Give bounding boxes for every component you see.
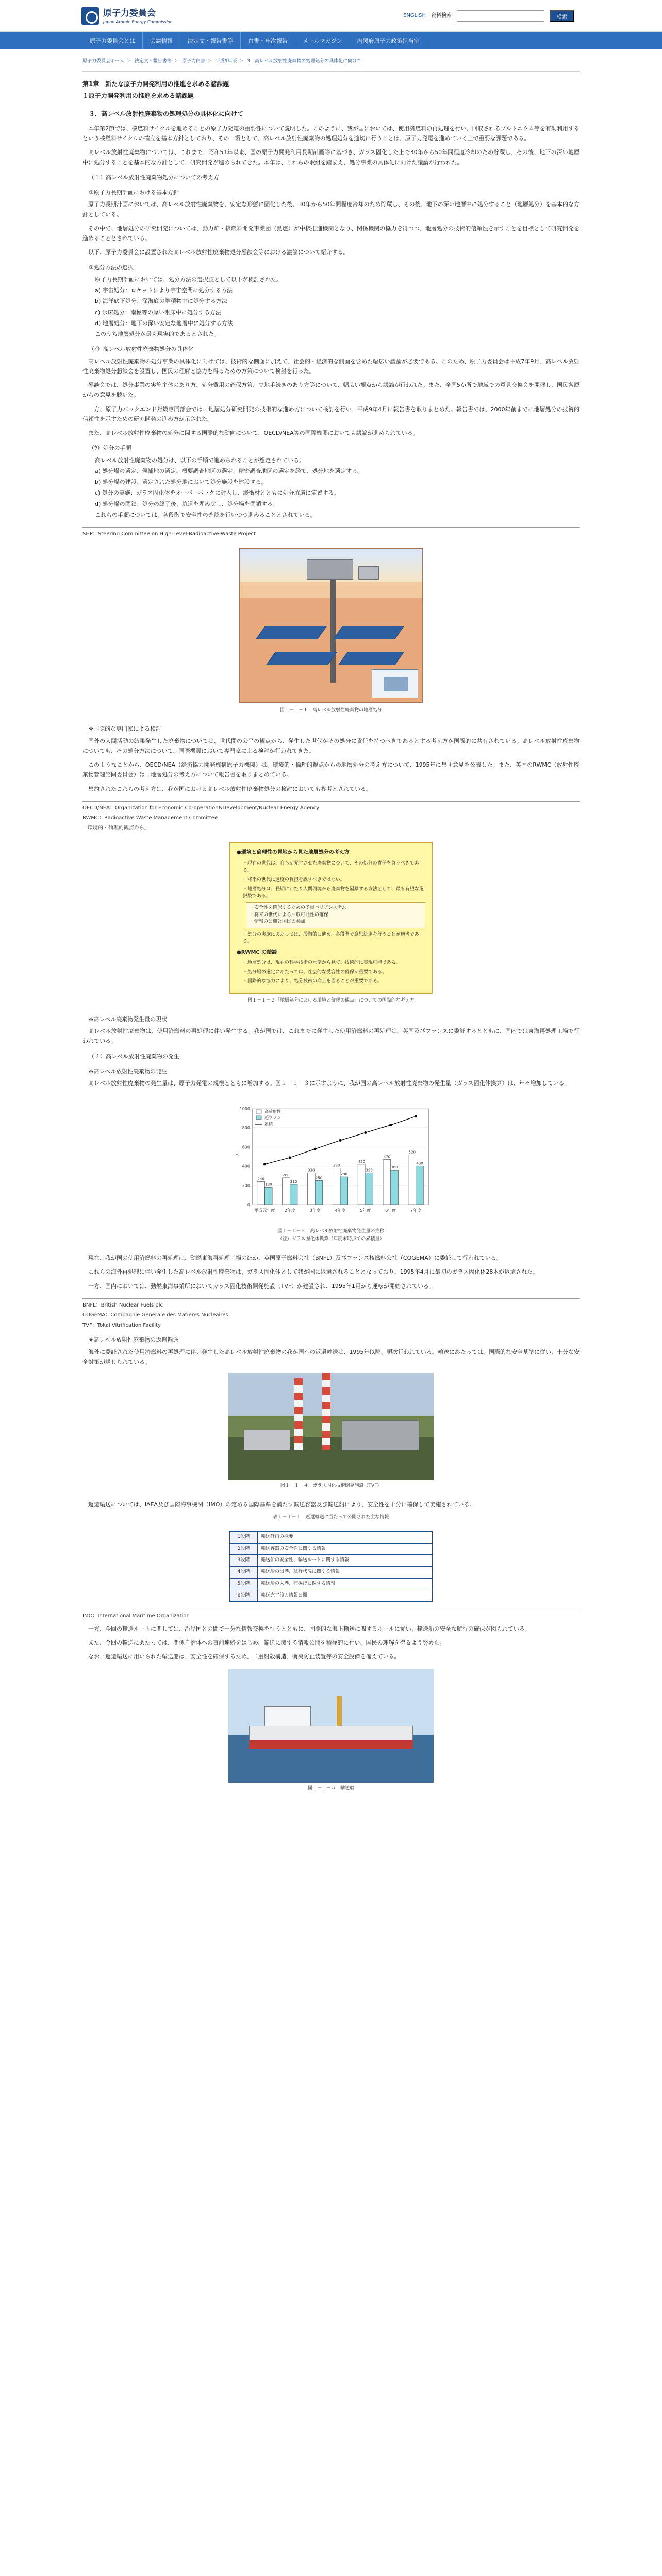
body-paragraph: 現在、我が国の使用済燃料の再処理は、動燃東海再処理工場のほか、英国原子燃料会社（BNFL）及びフランス核燃料公社（COGEMA）に委託して行われている。 [88,1255,502,1262]
footnote [82,1298,580,1330]
figure-caption: 図１－１－２「地層処分における環境と倫理の観点」についての国際的な考え方 [247,998,415,1004]
footnote-text: RWMC：Radioactive Waste Management Committee [82,815,218,821]
table-cell-desc: 輸送完了後の情報公開 [258,1590,433,1602]
surface-facility-annex [358,566,379,580]
chart-bar [290,1184,297,1205]
chart-point [314,1148,317,1150]
table-row [230,1567,433,1579]
bar-value-label: 210 [290,1180,297,1184]
breadcrumb: 原子力委員会ホーム ＞ 決定文・報告書等 ＞ 原子力白書 ＞ 平成9年版 ＞ 3．高レベル放射性廃棄物の処理処分の具体化に向けて [82,58,580,72]
legend-label: 累積 [264,1122,273,1127]
table-cell-desc: 輸送船の安全性、輸送ルートに関する情報 [258,1555,433,1567]
body-paragraph: その中で、地層処分の研究開発については、動力炉・核燃料開発事業団（動燃）が中核推進機関となり、関係機関の協力を得つつ、地層処分の技術的信頼性を示すことを目標として研究開発を進めることとされている。 [82,225,580,242]
list-item: c) 処分の実施：ガラス固化体をオーバーパックに封入し、緩衝材とともに処分坑道に定置する。 [95,489,340,497]
part1-heading: （１）高レベル放射性廃棄物処分についての考え方 [89,174,219,181]
body-paragraph: 返還輸送については、IAEA及び国際海事機関（IMO）の定める国際基準を満たす輸送容器及び輸送船により、安全性を十分に確保して実施されている。 [88,1501,475,1508]
list-item: c) 氷床処分：南極等の厚い氷床中に処分する方法 [95,309,221,316]
section-title: １原子力開発利用の推進を求める諸課題 [82,92,194,99]
footnote-text: BNFL：British Nuclear Fuels plc [82,1302,163,1308]
body-paragraph: また、今回の輸送にあたっては、関係自治体への事前連絡をはじめ、輸送に関する情報公開を積極的に行い、国民の理解を得るよう努めた。 [88,1639,445,1647]
footnote-text: COGEMA：Compagnie Generale des Matieres Nucleaires [82,1312,228,1318]
table-cell-desc: 輸送計画の概要 [258,1531,433,1543]
table-cell-step: 1段階 [230,1531,258,1543]
footnote-text: TVF：Tokai Vitrification Facility [82,1322,161,1328]
part1-subheading: ①原子力長期計画における基本方針 [89,189,179,196]
ship-bridge [264,1706,311,1727]
chart-bar [333,1168,340,1205]
y-tick-label: 0 [247,1202,250,1208]
x-tick-label: 3年度 [309,1208,321,1213]
transport-info-table [229,1531,433,1602]
box-item: ・地層処分は、現在の科学技術の水準から見て、技術的に実現可能である。 [243,960,401,966]
part5-heading: （２）高レベル放射性廃棄物の発生 [89,1053,179,1060]
list-item: a) 宇宙処分：ロケットにより宇宙空間に処分する方法 [95,287,233,294]
x-tick-label: 4年度 [335,1208,346,1213]
site-subtitle: Japan Atomic Energy Commission [103,20,173,24]
x-tick-label: 6年度 [385,1208,396,1213]
procedure-list [82,455,580,520]
nav-item-whitepaper[interactable]: 白書・年次報告 [241,32,295,49]
bar-value-label: 330 [308,1168,315,1173]
y-tick-label: 800 [242,1126,250,1131]
footnote-text: IMO：International Maritime Organization [82,1613,190,1619]
x-tick-label: 7年度 [410,1208,422,1213]
body-paragraph: 一方、国内においては、動燃東海事業所においてガラス固化技術開発施設（TVF）が建設され、1995年1月から運転が開始されている。 [88,1282,435,1290]
box-item: ・処分の実施にあたっては、段階的に進め、各段階で意思決定を行うことが適当である。 [243,931,419,944]
chart-bar [383,1160,391,1205]
bar-value-label: 240 [257,1177,264,1181]
table-row [230,1543,433,1555]
legend-swatch [256,1116,261,1120]
y-tick-label: 600 [242,1145,250,1150]
footnote-text: OECD/NEA：Organization for Economic Co-operation&Development/Nuclear Energy Agency [82,805,320,811]
body-paragraph: 集約されたこれらの考え方は、我が国における高レベル放射性廃棄物処分の検討においても参考とされている。 [88,785,372,792]
x-tick-label: 5年度 [360,1208,371,1213]
body-paragraph: 一方、今回の輸送ルートに関しては、沿岸国との間で十分な情報交換を行うとともに、国際的な海上輸送に関するルールに従い、輸送船の安全な航行の確保が図られている。 [88,1625,531,1632]
figure-caption: 図１－１－５ 輸送船 [307,1785,354,1791]
table-row [230,1531,433,1543]
disposal-tunnel [256,626,327,639]
box-inner-item: ・情報の公開と国民の参加 [250,919,306,925]
waste-package-callout [372,669,418,698]
chart-bar [257,1182,265,1205]
breadcrumb-decisions[interactable]: 決定文・報告書等 [134,59,172,64]
nav-item-about[interactable]: 原子力委員会とは [82,32,143,49]
chart-bar [340,1177,348,1205]
part3-subheading: （ｲ）高レベル放射性廃棄物処分の具体化 [89,346,194,353]
table-row [230,1590,433,1602]
part2-subheading: ②処分方法の選択 [89,264,134,271]
table-caption: 表１－１－１ 返還輸送に当たって公開された主な情報 [273,1515,389,1520]
nav-item-cabinet-office[interactable]: 内閣府原子力政策担当室 [350,32,427,49]
body-paragraph: 一方、原子力バックエンド対策専門部会では、地層処分研究開発の技術的な進め方について検討を行い、平成9年4月に報告書を取りまとめた。報告書では、2000年前までに地層処分の技術的信頼性を示すための研究開発の進め方が示された。 [82,405,580,422]
breadcrumb-year[interactable]: 平成9年版 [215,59,237,64]
ship-hull-stripe [249,1740,413,1749]
box-title: ●RWMC の結論 [237,949,277,955]
ethics-box [229,842,433,994]
table-cell-step: 5段階 [230,1578,258,1590]
chart-note: （注）ガラス固化体換算（年度末時点での累積量） [277,1236,385,1242]
chart-bar [408,1155,416,1205]
chart-bar [264,1188,272,1205]
bar-value-label: 380 [333,1163,340,1168]
table-cell-step: 4段階 [230,1567,258,1579]
bar-value-label: 250 [315,1176,323,1180]
list-item: 原子力長期計画においては、処分方法の選択肢として以下が検討された。 [95,276,282,283]
disposal-tunnel [266,652,337,665]
legend-label: 高放射性 [264,1109,281,1114]
footnote-link[interactable]: 「環境的・倫理的観点から」 [82,825,150,831]
site-header [0,0,662,32]
list-item: これらの手順については、各段階で安全性の確認を行いつつ進めることとされている。 [95,511,316,518]
intro-paragraph: 本年第2節では、核燃料サイクルを進めることの原子力発電の重要性について説明した。このように、我が国においては、使用済燃料の再処理を行い、回収されるプルトニウム等を有効利用するという核燃料サイクルの確立を基本方針としており、その一環として、高レベル放射性廃棄物の処理処分を適切に行うことは、原子力発電を進めていく上で重要な課題である。 [82,125,580,142]
list-item: d) 地層処分：地下の深い安定な地層中に処分する方法 [95,319,233,327]
bar-value-label: 420 [358,1160,366,1164]
body-paragraph: 高レベル放射性廃棄物の発生量は、原子力発電の規模とともに増加する。図１－１－３に示すように、我が国の高レベル放射性廃棄物の発生量（ガラス固化体換算）は、年々増加している。 [88,1080,570,1087]
disposal-diagram [239,548,423,703]
disposal-tunnel [333,626,404,639]
figure-caption [82,1228,580,1244]
table-cell-step: 2段階 [230,1543,258,1555]
utility-bar [403,10,574,22]
part5-subheading: ※高レベル放射性廃棄物の発生 [89,1067,168,1075]
box-item: ・将来の世代に過度の負担を課すべきではない。 [243,877,345,883]
box-item: ・国際的な協力により、処分技術の向上を図ることが重要である。 [243,979,383,985]
chart-point [339,1139,342,1142]
body-paragraph: 海外に委託された使用済燃料の再処理に伴い発生した高レベル放射性廃棄物の我が国への返還輸送は、1995年以降、順次行われている。輸送にあたっては、国際的な安全基準に従い、十分な安全対策が講じられている。 [82,1348,580,1365]
english-link[interactable]: ENGLISH [403,13,426,19]
body-paragraph: 懇談会では、処分事業の実施主体のあり方、処分費用の確保方策、立地手続きのあり方等について、幅広い観点から議論が行われた。また、全国5か所で地域での意見交換会を開催し、国民各層からの意見を聴いた。 [82,382,580,399]
footnote [82,1609,580,1621]
intl-subheading: ※国際的な専門家による検討 [89,725,162,733]
box-item: ・現在の世代は、自らが発生させた廃棄物について、その処分の責任を負うべきである。 [243,860,419,873]
box-inner-item: ・安全性を確保するための多重バリアシステム [250,905,346,911]
plant-building [342,1420,419,1450]
transport-ship-photo [228,1669,434,1783]
y-tick-label: 1000 [239,1107,250,1112]
list-item: d) 処分場の閉鎖：処分の終了後、坑道を埋め戻し、処分場を閉鎖する。 [95,500,278,507]
figure-caption: 図１－１－１ 高レベル放射性廃棄物の地層処分 [279,707,382,713]
box-item: ・地層処分は、長期にわたり人間環境から廃棄物を隔離する方法として、最も有望な選択肢である。 [243,886,424,899]
bar-value-label: 180 [265,1182,272,1187]
table-cell-desc: 輸送容器の安全性に関する情報 [258,1543,433,1555]
y-tick-label: 200 [242,1183,250,1189]
bar-value-label: 470 [383,1155,391,1159]
box-inner-item: ・将来の世代による回収可能性の確保 [250,912,329,918]
list-item: このうち地層処分が最も現実的であるとされた。 [95,331,220,337]
box-inner-list [246,902,425,928]
footnote-text: SHP：Steering Committee on High-Level-Radioactive-Waste Project [82,531,256,537]
exhaust-stack [294,1378,303,1450]
legend-label: 超ウラン [264,1115,281,1121]
site-title[interactable]: 原子力委員会 [103,8,156,19]
legend-swatch [256,1110,261,1113]
body-paragraph: 高レベル放射性廃棄物の処分事業の具体化に向けては、技術的な側面に加えて、社会的・経済的な側面を含めた幅広い議論が必要である。このため、原子力委員会は平成7年9月、高レベル放射性廃棄物処分懇談会を設置し、国民の理解と協力を得るための方策について検討を行った。 [82,358,580,375]
table-cell-step: 3段階 [230,1555,258,1567]
access-shaft [330,580,336,683]
body-paragraph: なお、返還輸送に用いられた輸送船は、安全性を確保するため、二重船殻構造、衝突防止装置等の安全設備を備えている。 [88,1653,400,1660]
body-paragraph: また、高レベル放射性廃棄物の処分に関する国際的な動向について、OECD/NEA等の国際機関においても議論が進められている。 [88,430,419,436]
part4-subheading: （ｳ）処分の手順 [89,445,131,452]
body-paragraph: 以下、原子力委員会に設置された高レベル放射性廃棄物処分懇談会等における議論について紹介する。 [88,249,349,256]
nav-item-decisions[interactable]: 決定文・報告書等 [180,32,241,49]
table-cell-desc: 輸送船の入港、荷揚げに関する情報 [258,1578,433,1590]
body-paragraph: このようなことから、OECD/NEA（経済協力開発機構原子力機関）は、環境的・倫理的観点からの地層処分の考え方について、1995年に集団意見を公表した。また、英国のRWMC（放射性廃棄物管理諮問委員会）は、地層処分の考え方について報告書を取りまとめている。 [82,761,580,778]
chart-point [415,1115,417,1118]
generation-subheading: ※高レベル廃棄物発生量の現状 [89,1015,168,1023]
y-tick-label: 400 [242,1164,250,1169]
breadcrumb-current: 3．高レベル放射性廃棄物の処理処分の具体化に向けて [247,59,362,64]
waste-generation-chart [228,1093,434,1225]
chart-bar [416,1166,424,1205]
body-paragraph: これらの海外再処理に伴い発生した高レベル放射性廃棄物は、ガラス固化体として我が国に返還されることとなっており、1995年4月に最初のガラス固化体28本が返還された。 [88,1268,539,1276]
list-item: b) 処分場の建設：選定された処分地において処分施設を建設する。 [95,479,267,485]
intro-paragraph: 高レベル放射性廃棄物については、これまで、昭和51年以来、国の原子力開発利用長期計画等に基づき、ガラス固化した上で30年から50年間程度冷却のため貯蔵し、その後、地下の深い地層中に処分することを基本的な方針として、研究開発が進められてきた。本年は、これらの取組を踏まえ、処分事業の具体化に向けた議論が行われた。 [82,149,580,166]
search-button[interactable]: 検索 [550,10,574,22]
nav-item-meetings[interactable]: 会議情報 [143,32,180,49]
list-item: 高レベル放射性廃棄物の処分は、以下の手順で進められることが想定されている。 [95,456,305,464]
search-input[interactable] [457,10,544,22]
chart-point [389,1124,392,1126]
list-item: a) 処分場の選定：候補地の選定、概要調査地区の選定、精密調査地区の選定を経て、処分地を選定する。 [95,467,363,474]
main-content [82,79,580,1793]
chart-bar [315,1181,323,1205]
body-paragraph: 国外の人間活動の結果発生した廃棄物については、世代間の公平の観点から、発生した世代がその処分に責任を持つべきであるとする考え方が国際的に共有されている。高レベル放射性廃棄物についても、その処分方法について、国際機関において専門家による検討が行われてきた。 [82,737,580,754]
y-axis-label: 本 [235,1153,240,1159]
footnote [82,527,580,539]
subsection-title: ３．高レベル放射性廃棄物の処理処分の具体化に向けて [89,110,244,117]
bar-value-label: 280 [283,1173,290,1178]
search-label: 資料検索 [431,13,452,19]
chart-bar [307,1173,315,1205]
plant-building [244,1430,290,1450]
bar-value-label: 360 [391,1165,398,1170]
bar-value-label: 330 [366,1168,373,1173]
geological-disposal-figure [239,548,423,703]
ship-crane [337,1696,342,1727]
list-item: b) 海洋底下処分：深海底の堆積物中に処分する方法 [95,298,227,305]
bar-value-label: 400 [416,1161,423,1166]
chart-bar [391,1170,399,1205]
table-cell-desc: 輸送船の出港、航行状況に関する情報 [258,1567,433,1579]
footnote [82,801,580,833]
box-item: ・処分場の選定にあたっては、社会的な受容性の確保が重要である。 [243,970,387,975]
body-paragraph: 原子力長期計画においては、高レベル放射性廃棄物を、安定な形態に固化した後、30年から50年間程度冷却のため貯蔵し、その後、地下の深い地層中に処分すること（地層処分）を基本的な方針としている。 [82,201,580,218]
box-title: ●環境と倫理性の見地から見た地層処分の考え方 [237,850,350,856]
table-row [230,1578,433,1590]
chart-point [364,1131,367,1134]
bar-value-label: 520 [408,1150,416,1155]
chart-bar [366,1173,373,1205]
disposal-tunnel [338,652,404,665]
x-tick-label: 2年度 [284,1208,295,1213]
transport-subheading: ※高レベル放射性廃棄物の返還輸送 [89,1336,179,1344]
breadcrumb-home[interactable]: 原子力委員会ホーム [82,59,125,64]
surface-facility [307,559,353,580]
exhaust-stack [322,1373,330,1450]
chart-bar [283,1178,290,1205]
chart-caption: 図１－１－３ 高レベル放射性廃棄物発生量の推移 [277,1228,385,1234]
chart-svg [228,1093,434,1222]
global-nav [0,32,662,49]
body-paragraph: 高レベル放射性廃棄物は、使用済燃料の再処理に伴い発生する。我が国では、これまでに発生した使用済燃料の再処理は、英国及びフランスに委託するとともに、国内では東海再処理工場で行われている。 [82,1028,580,1045]
figure-caption: 図１－１－４ ガラス固化技術開発施設（TVF） [280,1483,382,1489]
chart-bar [358,1164,366,1205]
disposal-options-list [82,275,580,340]
table-cell-step: 6段階 [230,1590,258,1602]
nav-item-mailmagazine[interactable]: メールマガジン [295,32,350,49]
bar-value-label: 290 [340,1172,348,1177]
aec-logo-icon[interactable] [81,7,99,25]
tvf-facility-photo [228,1373,434,1480]
chart-point [263,1163,266,1166]
chart-point [289,1157,291,1159]
chapter-title: 第1章 新たな原子力開発利用の推進を求める諸課題 [82,80,229,88]
x-tick-label: 平成元年度 [254,1208,275,1213]
table-row [230,1555,433,1567]
breadcrumb-whitepaper[interactable]: 原子力白書 [181,59,205,64]
